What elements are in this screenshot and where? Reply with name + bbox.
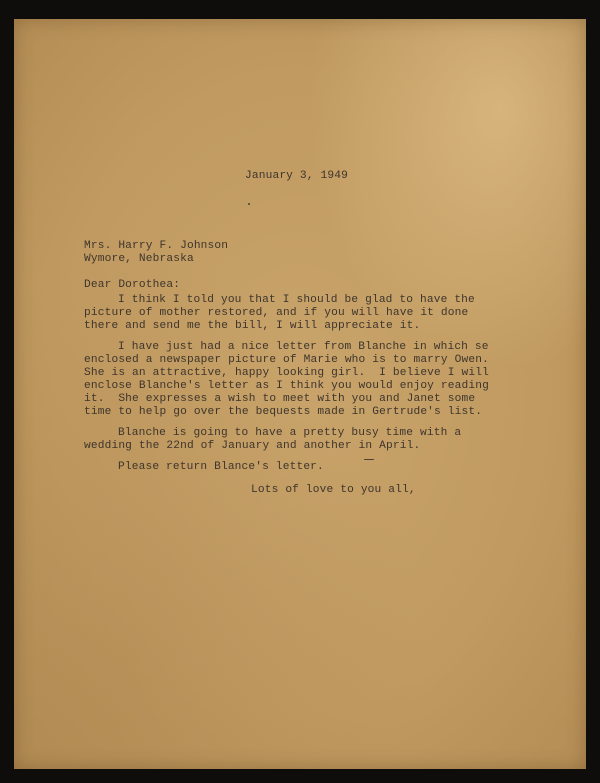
paragraph-3-line-1: Blanche is going to have a pretty busy time with a [118, 427, 462, 439]
paragraph-1-line-3: there and send me the bill, I will appreciate it. [84, 320, 421, 332]
recipient-name: Mrs. Harry F. Johnson [84, 240, 229, 252]
paragraph-2-line-6: time to help go over the bequests made in Gertrude's list. [84, 406, 483, 418]
paragraph-2-line-1: I have just had a nice letter from Blanche in which se [118, 341, 489, 353]
paragraph-4-line-1: Please return Blance's letter. [118, 461, 324, 473]
paragraph-2-line-5: it. She expresses a wish to meet with you and Janet some [84, 393, 476, 405]
letter-closing: Lots of love to you all, [251, 484, 416, 496]
paragraph-2-line-2: enclosed a newspaper picture of Marie who is to marry Owen. [84, 354, 489, 366]
paper-sheet [14, 19, 586, 769]
paragraph-2-line-4: enclose Blanche's letter as I think you would enjoy reading [84, 380, 489, 392]
typed-letter [14, 19, 586, 769]
stray-dash-mark [364, 459, 374, 460]
paragraph-1-line-1: I think I told you that I should be glad to have the [118, 294, 475, 306]
paragraph-3-line-2: wedding the 22nd of January and another in April. [84, 440, 421, 452]
stray-mark [248, 203, 250, 205]
letter-date: January 3, 1949 [245, 170, 348, 182]
paragraph-1-line-2: picture of mother restored, and if you will have it done [84, 307, 469, 319]
paragraph-2-line-3: She is an attractive, happy looking girl. I believe I will [84, 367, 489, 379]
recipient-city: Wymore, Nebraska [84, 253, 194, 265]
salutation: Dear Dorothea: [84, 279, 181, 291]
